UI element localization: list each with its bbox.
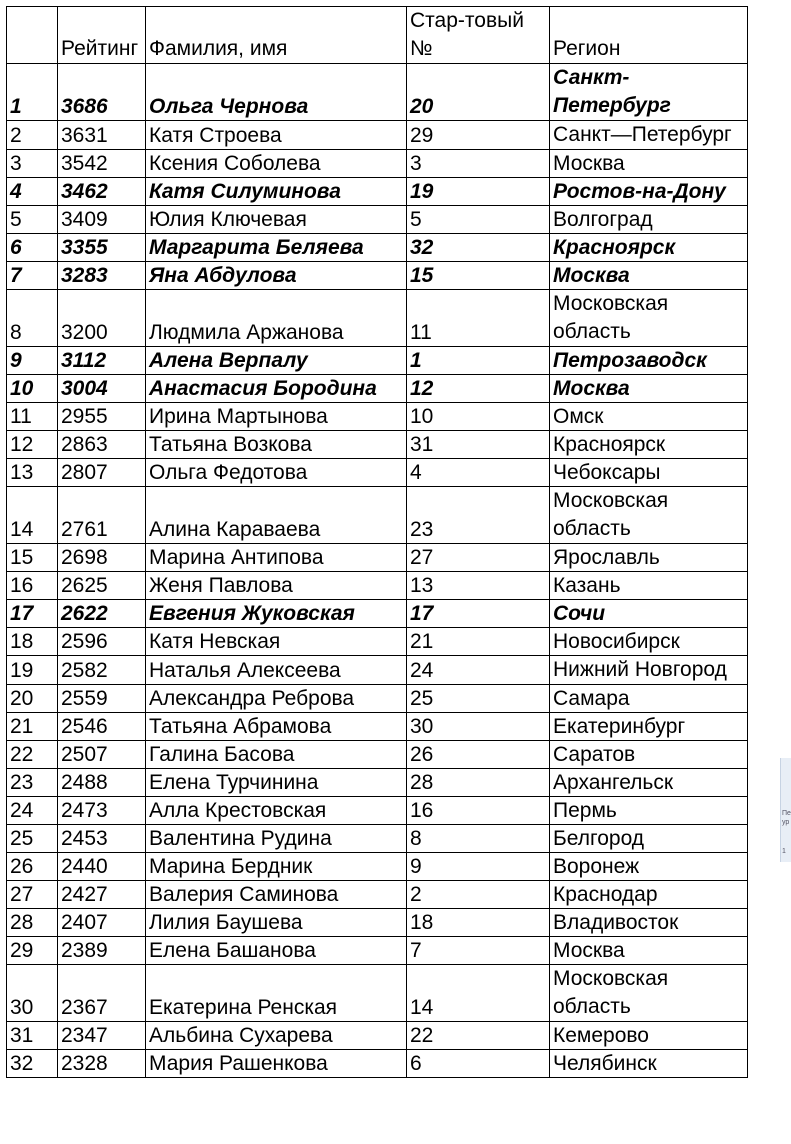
cell-number: 4	[7, 178, 58, 206]
cell-number: 27	[7, 881, 58, 909]
cell-region: Пермь	[550, 797, 748, 825]
cell-number: 1	[7, 64, 58, 121]
cell-region: Московская область	[550, 965, 748, 1022]
header-start-number: Стар-товый №	[407, 7, 550, 64]
table-row	[7, 713, 748, 741]
cell-number: 28	[7, 909, 58, 937]
cell-number: 10	[7, 375, 58, 403]
side-window-fragment	[780, 758, 791, 862]
cell-name: Женя Павлова	[146, 572, 407, 600]
cell-number: 21	[7, 713, 58, 741]
cell-rating: 2328	[58, 1050, 146, 1078]
cell-name: Ольга Чернова	[146, 64, 407, 121]
cell-name: Яна Абдулова	[146, 262, 407, 290]
cell-region: Москва	[550, 375, 748, 403]
cell-region: Санкт-Петербург	[550, 64, 748, 121]
cell-number: 18	[7, 628, 58, 656]
cell-region: Волгоград	[550, 206, 748, 234]
cell-name: Катя Силуминова	[146, 178, 407, 206]
header-region: Регион	[550, 7, 748, 64]
cell-name: Алена Верпалу	[146, 347, 407, 375]
cell-name: Юлия Ключевая	[146, 206, 407, 234]
cell-start-number: 26	[407, 741, 550, 769]
cell-number: 32	[7, 1050, 58, 1078]
cell-number: 17	[7, 600, 58, 628]
cell-rating: 2761	[58, 487, 146, 544]
cell-start-number: 22	[407, 1022, 550, 1050]
cell-region: Воронеж	[550, 853, 748, 881]
cell-region: Ярославль	[550, 544, 748, 572]
cell-number: 25	[7, 825, 58, 853]
cell-rating: 3631	[58, 121, 146, 150]
table-row	[7, 628, 748, 656]
cell-name: Ксения Соболева	[146, 150, 407, 178]
cell-number: 8	[7, 290, 58, 347]
table-row	[7, 1022, 748, 1050]
cell-start-number: 16	[407, 797, 550, 825]
cell-rating: 2367	[58, 965, 146, 1022]
table-row	[7, 206, 748, 234]
cell-region: Красноярск	[550, 431, 748, 459]
cell-region: Петрозаводск	[550, 347, 748, 375]
table-row	[7, 121, 748, 150]
cell-region: Архангельск	[550, 769, 748, 797]
table-row	[7, 1050, 748, 1078]
cell-name: Алина Караваева	[146, 487, 407, 544]
cell-region: Сочи	[550, 600, 748, 628]
cell-number: 16	[7, 572, 58, 600]
cell-rating: 2807	[58, 459, 146, 487]
cell-number: 29	[7, 937, 58, 965]
cell-name: Валентина Рудина	[146, 825, 407, 853]
cell-rating: 2582	[58, 656, 146, 685]
cell-region: Московская область	[550, 290, 748, 347]
cell-start-number: 27	[407, 544, 550, 572]
cell-number: 23	[7, 769, 58, 797]
cell-rating: 2507	[58, 741, 146, 769]
cell-region: Омск	[550, 403, 748, 431]
cell-rating: 2473	[58, 797, 146, 825]
table-row	[7, 262, 748, 290]
cell-start-number: 2	[407, 881, 550, 909]
cell-region: Кемерово	[550, 1022, 748, 1050]
cell-name: Татьяна Возкова	[146, 431, 407, 459]
cell-rating: 2625	[58, 572, 146, 600]
table-row	[7, 965, 748, 1022]
cell-region: Москва	[550, 150, 748, 178]
cell-rating: 3283	[58, 262, 146, 290]
table-row	[7, 459, 748, 487]
cell-rating: 2407	[58, 909, 146, 937]
side-fragment-text: 1	[782, 848, 786, 855]
table-row	[7, 347, 748, 375]
cell-region: Москва	[550, 262, 748, 290]
cell-region: Екатеринбург	[550, 713, 748, 741]
cell-rating: 3686	[58, 64, 146, 121]
cell-start-number: 30	[407, 713, 550, 741]
cell-start-number: 14	[407, 965, 550, 1022]
cell-region: Челябинск	[550, 1050, 748, 1078]
cell-region: Санкт—Петербург	[550, 121, 748, 150]
cell-start-number: 5	[407, 206, 550, 234]
cell-number: 6	[7, 234, 58, 262]
cell-rating: 3004	[58, 375, 146, 403]
cell-rating: 2440	[58, 853, 146, 881]
cell-start-number: 25	[407, 685, 550, 713]
cell-start-number: 31	[407, 431, 550, 459]
ranking-table-body	[7, 7, 748, 1078]
cell-rating: 3542	[58, 150, 146, 178]
table-row	[7, 769, 748, 797]
table-row	[7, 600, 748, 628]
cell-name: Катя Строева	[146, 121, 407, 150]
table-row	[7, 797, 748, 825]
cell-region: Красноярск	[550, 234, 748, 262]
cell-name: Наталья Алексеева	[146, 656, 407, 685]
header-rating: Рейтинг	[58, 7, 146, 64]
table-row	[7, 825, 748, 853]
table-row	[7, 741, 748, 769]
cell-rating: 2863	[58, 431, 146, 459]
cell-name: Елена Турчинина	[146, 769, 407, 797]
cell-region: Ростов-на-Дону	[550, 178, 748, 206]
table-row	[7, 234, 748, 262]
cell-region: Новосибирск	[550, 628, 748, 656]
cell-name: Александра Реброва	[146, 685, 407, 713]
table-row	[7, 150, 748, 178]
cell-start-number: 9	[407, 853, 550, 881]
cell-number: 14	[7, 487, 58, 544]
cell-number: 7	[7, 262, 58, 290]
cell-rating: 2596	[58, 628, 146, 656]
table-row	[7, 685, 748, 713]
cell-name: Евгения Жуковская	[146, 600, 407, 628]
cell-rating: 3200	[58, 290, 146, 347]
cell-name: Екатерина Ренская	[146, 965, 407, 1022]
cell-name: Ирина Мартынова	[146, 403, 407, 431]
cell-name: Катя Невская	[146, 628, 407, 656]
ranking-table	[6, 6, 748, 1078]
cell-region: Самара	[550, 685, 748, 713]
cell-start-number: 1	[407, 347, 550, 375]
table-row	[7, 431, 748, 459]
cell-start-number: 4	[407, 459, 550, 487]
cell-start-number: 15	[407, 262, 550, 290]
cell-number: 31	[7, 1022, 58, 1050]
cell-start-number: 29	[407, 121, 550, 150]
table-row	[7, 375, 748, 403]
cell-rating: 3112	[58, 347, 146, 375]
cell-rating: 2427	[58, 881, 146, 909]
cell-number: 3	[7, 150, 58, 178]
cell-name: Марина Бердник	[146, 853, 407, 881]
cell-name: Галина Басова	[146, 741, 407, 769]
cell-region: Владивосток	[550, 909, 748, 937]
cell-name: Анастасия Бородина	[146, 375, 407, 403]
cell-name: Елена Башанова	[146, 937, 407, 965]
table-row	[7, 572, 748, 600]
cell-name: Марина Антипова	[146, 544, 407, 572]
side-fragment-text: ур	[782, 819, 790, 826]
header-row	[7, 7, 748, 64]
header-number	[7, 7, 58, 64]
cell-region: Белгород	[550, 825, 748, 853]
cell-number: 19	[7, 656, 58, 685]
cell-number: 13	[7, 459, 58, 487]
cell-rating: 2698	[58, 544, 146, 572]
cell-number: 9	[7, 347, 58, 375]
cell-number: 11	[7, 403, 58, 431]
cell-name: Алла Крестовская	[146, 797, 407, 825]
cell-start-number: 19	[407, 178, 550, 206]
table-row	[7, 853, 748, 881]
cell-number: 15	[7, 544, 58, 572]
table-row	[7, 909, 748, 937]
table-row	[7, 178, 748, 206]
cell-number: 22	[7, 741, 58, 769]
cell-rating: 2559	[58, 685, 146, 713]
cell-number: 2	[7, 121, 58, 150]
cell-start-number: 24	[407, 656, 550, 685]
cell-name: Маргарита Беляева	[146, 234, 407, 262]
cell-name: Валерия Саминова	[146, 881, 407, 909]
table-row	[7, 64, 748, 121]
cell-rating: 3355	[58, 234, 146, 262]
cell-name: Ольга Федотова	[146, 459, 407, 487]
cell-rating: 3409	[58, 206, 146, 234]
table-row	[7, 290, 748, 347]
cell-rating: 3462	[58, 178, 146, 206]
cell-rating: 2488	[58, 769, 146, 797]
cell-start-number: 8	[407, 825, 550, 853]
cell-start-number: 21	[407, 628, 550, 656]
cell-start-number: 23	[407, 487, 550, 544]
cell-name: Татьяна Абрамова	[146, 713, 407, 741]
table-row	[7, 487, 748, 544]
cell-start-number: 17	[407, 600, 550, 628]
cell-rating: 2955	[58, 403, 146, 431]
cell-number: 5	[7, 206, 58, 234]
cell-start-number: 10	[407, 403, 550, 431]
cell-name: Мария Рашенкова	[146, 1050, 407, 1078]
cell-number: 12	[7, 431, 58, 459]
cell-region: Чебоксары	[550, 459, 748, 487]
cell-number: 24	[7, 797, 58, 825]
table-row	[7, 544, 748, 572]
cell-start-number: 28	[407, 769, 550, 797]
cell-rating: 2453	[58, 825, 146, 853]
side-fragment-text: Пе	[782, 810, 791, 817]
cell-number: 20	[7, 685, 58, 713]
table-row	[7, 656, 748, 685]
cell-rating: 2389	[58, 937, 146, 965]
cell-start-number: 12	[407, 375, 550, 403]
cell-region: Краснодар	[550, 881, 748, 909]
cell-name: Альбина Сухарева	[146, 1022, 407, 1050]
cell-rating: 2622	[58, 600, 146, 628]
cell-region: Саратов	[550, 741, 748, 769]
cell-region: Москва	[550, 937, 748, 965]
header-name: Фамилия, имя	[146, 7, 407, 64]
cell-start-number: 18	[407, 909, 550, 937]
cell-start-number: 3	[407, 150, 550, 178]
table-row	[7, 881, 748, 909]
cell-rating: 2347	[58, 1022, 146, 1050]
cell-start-number: 6	[407, 1050, 550, 1078]
table-row	[7, 937, 748, 965]
cell-region: Нижний Новгород	[550, 656, 748, 685]
cell-name: Людмила Аржанова	[146, 290, 407, 347]
cell-region: Московская область	[550, 487, 748, 544]
cell-start-number: 13	[407, 572, 550, 600]
cell-name: Лилия Баушева	[146, 909, 407, 937]
cell-start-number: 32	[407, 234, 550, 262]
cell-rating: 2546	[58, 713, 146, 741]
cell-number: 26	[7, 853, 58, 881]
table-row	[7, 403, 748, 431]
cell-region: Казань	[550, 572, 748, 600]
cell-start-number: 11	[407, 290, 550, 347]
cell-start-number: 20	[407, 64, 550, 121]
cell-number: 30	[7, 965, 58, 1022]
cell-start-number: 7	[407, 937, 550, 965]
